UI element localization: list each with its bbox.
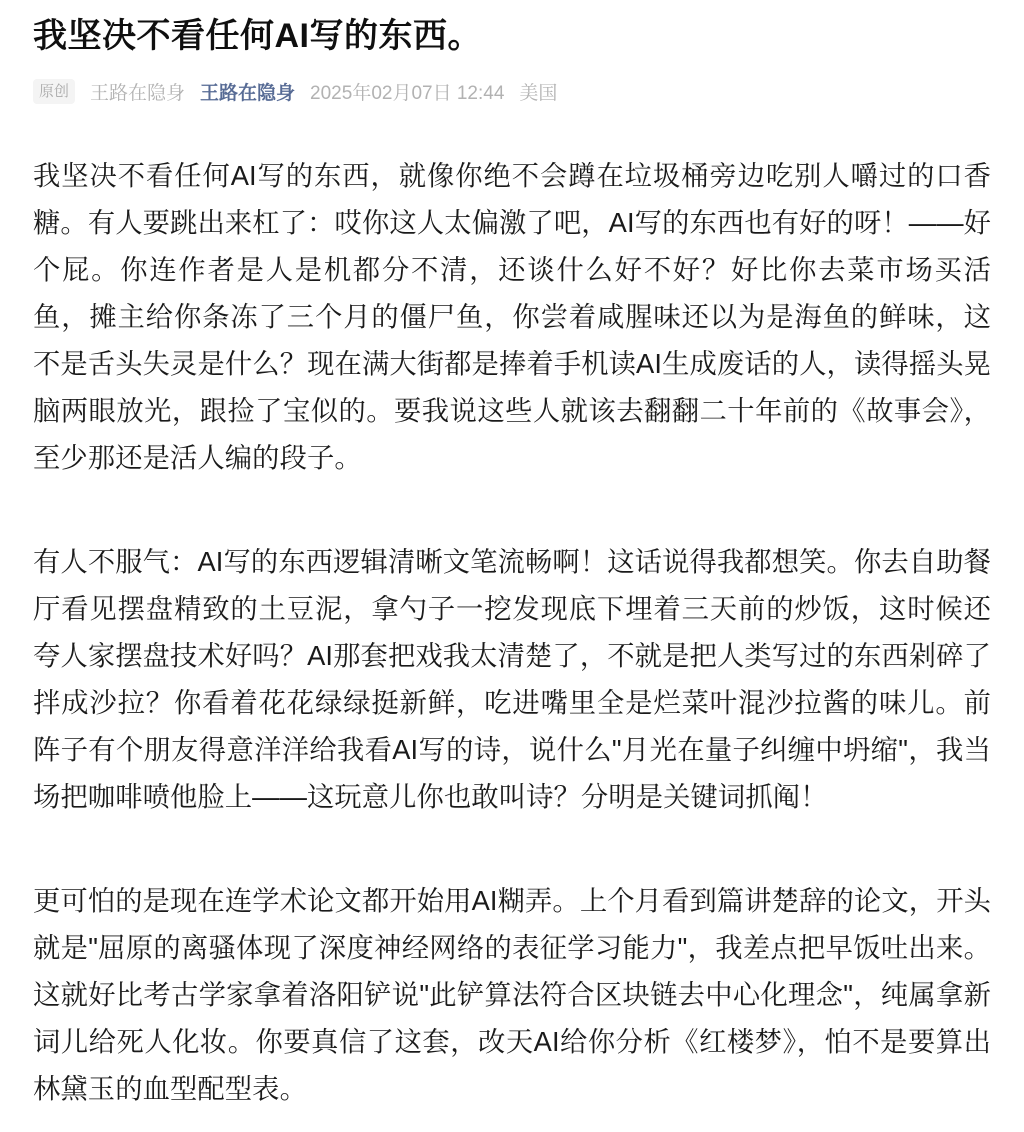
article-title: 我坚决不看任何AI写的东西。 [33,17,482,55]
paragraph-1: 我坚决不看任何AI写的东西，就像你绝不会蹲在垃圾桶旁边吃别人嚼过的口香糖。有人要跳出来杠了：哎你这人太偏激了吧，AI写的东西也有好的呀！——好个屁。你连作者是人是机都分不清，还谈什么好不好？好比你去菜市场买活鱼，摊主给你条冻了三个月的僵尸鱼，你尝着咸腥味还以为是海鱼的鲜味，这不是舌头失灵是什么？现在满大街都是捧着手机读AI生成废话的人，读得摇头晃脑两眼放光，跟捡了宝似的。要我说这些人就该去翻翻二十年前的《故事会》，至少那还是活人编的段子。 [33,160,991,473]
paragraph-3: 更可怕的是现在连学术论文都开始用AI糊弄。上个月看到篇讲楚辞的论文，开头就是"屈原的离骚体现了深度神经网络的表征学习能力"，我差点把早饭吐出来。这就好比考古学家拿着洛阳铲说"此铲算法符合区块链去中心化理念"，纯属拿新词儿给死人化妆。你要真信了这套，改天AI给你分析《红楼梦》，怕不是要算出林黛玉的血型配型表。 [33,885,991,1104]
article-body [33,152,991,1112]
publish-location: 美国 [519,83,558,104]
paragraph-2: 有人不服气：AI写的东西逻辑清晰文笔流畅啊！这话说得我都想笑。你去自助餐厅看见摆盘精致的土豆泥，拿勺子一挖发现底下埋着三天前的炒饭，这时候还夸人家摆盘技术好吗？AI那套把戏我太清楚了，不就是把人类写过的东西剁碎了拌成沙拉？你看着花花绿绿挺新鲜，吃进嘴里全是烂菜叶混沙拉酱的味儿。前阵子有个朋友得意洋洋给我看AI写的诗，说什么"月光在量子纠缠中坍缩"，我当场把咖啡喷他脸上——这玩意儿你也敢叫诗？分明是关键词抓阄！ [33,546,991,812]
author-name: 王路在隐身 [90,83,186,104]
article-meta [33,78,991,105]
publish-datetime: 2025年02月07日 12:44 [310,83,505,104]
original-badge: 原创 [33,79,75,104]
account-link[interactable]: 王路在隐身 [200,83,296,104]
